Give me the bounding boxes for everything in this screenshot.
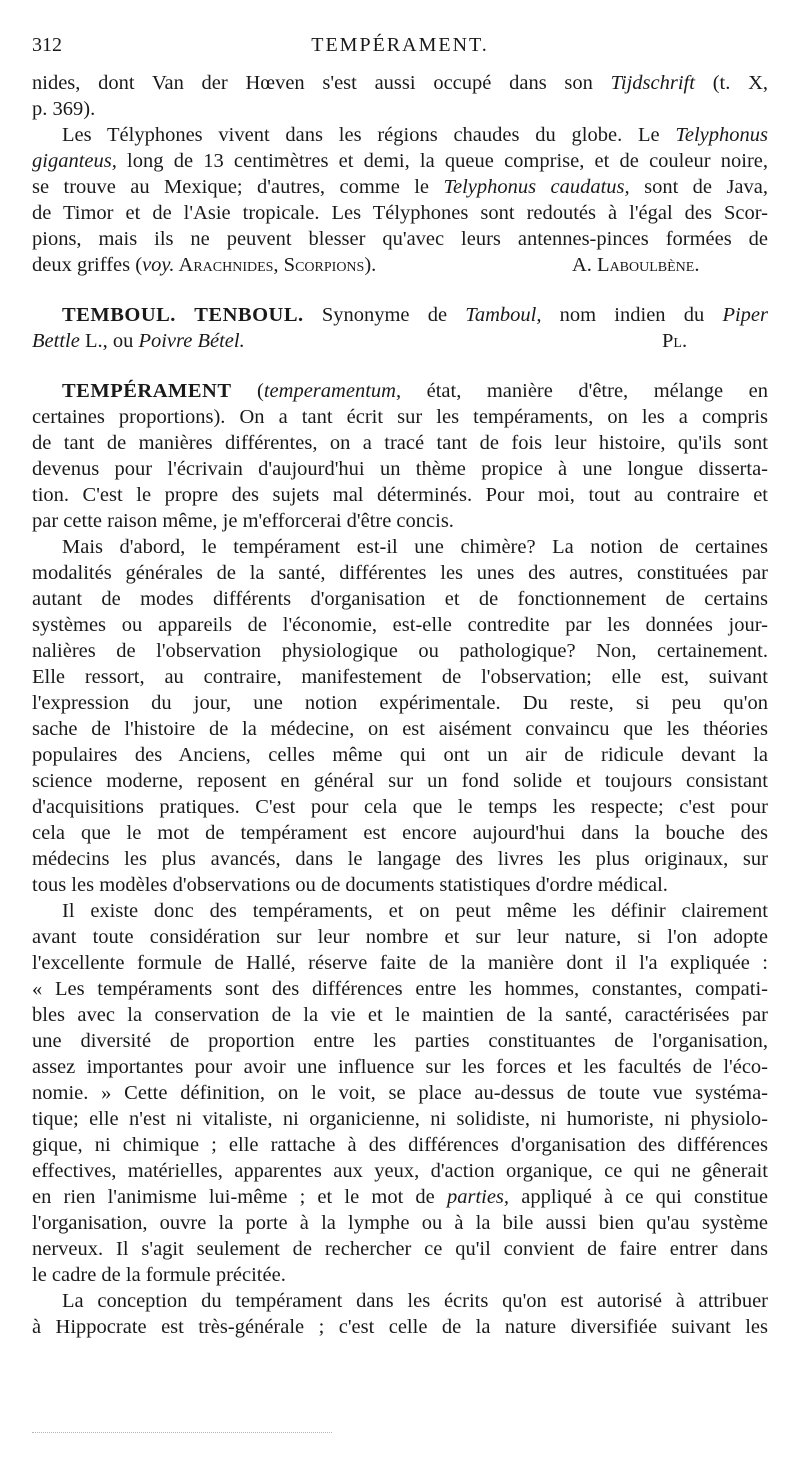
paragraph-line: assez importantes pour avoir une influence sur les forces et les facultés de l'éco-: [32, 1056, 768, 1078]
paragraph-line: La conception du tempérament dans les écrits qu'on est autorisé à attribuer: [62, 1290, 768, 1312]
paragraph-line: science moderne, reposent en général sur un fond solide et toujours consistant: [32, 770, 768, 792]
paragraph-line: nerveux. Il s'agit seulement de rechercher ce qu'il convient de faire entrer dans: [32, 1238, 768, 1260]
paragraph-line: pions, mais ils ne peuvent blesser qu'avec leurs antennes-pinces formées de: [32, 228, 768, 250]
page-header: [32, 32, 768, 58]
paragraph-line: certaines proportions). On a tant écrit sur les tempéraments, on les a compris: [32, 406, 768, 428]
entry-headword: TEMBOUL. TENBOUL.: [62, 304, 304, 326]
footer-rule: [32, 1432, 332, 1441]
page-number: 312: [32, 34, 62, 56]
paragraph-line: systèmes ou appareils de l'économie, est-elle contredite par les données jour-: [32, 614, 768, 636]
paragraph-line: médecins les plus avancés, dans le langage des livres les plus originaux, sur: [32, 848, 768, 870]
paragraph-line: nalières de l'observation physiologique ou pathologique? Non, certainement.: [32, 640, 768, 662]
paragraph-line: se trouve au Mexique; d'autres, comme le Telyphonus caudatus, sont de Java,: [32, 176, 768, 198]
paragraph-line: de tant de manières différentes, on a tracé tant de fois leur histoire, qu'ils sont: [32, 432, 768, 454]
author-signature: Pl.: [662, 330, 688, 352]
paragraph-line: tique; elle n'est ni vitaliste, ni organicienne, ni solidiste, ni humoriste, ni physiolo-: [32, 1108, 768, 1130]
paragraph-line: l'excellente formule de Hallé, réserve faite de la manière dont il l'a expliquée :: [32, 952, 768, 974]
paragraph-line: Bettle L., ou Poivre Bétel. Pl.: [32, 330, 688, 352]
paragraph-line: Il existe donc des tempéraments, et on peut même les définir clairement: [62, 900, 768, 922]
paragraph-line: deux griffes (voy. Arachnides, Scorpions). A. Laboulbène.: [32, 254, 700, 276]
paragraph-line: Les Télyphones vivent dans les régions chaudes du globe. Le Telyphonus: [62, 124, 768, 146]
paragraph-line: par cette raison même, je m'efforcerai d'être concis.: [32, 510, 454, 532]
paragraph-line: bles avec la conservation de la vie et le maintien de la santé, caractérisées par: [32, 1004, 768, 1026]
paragraph-line: modalités générales de la santé, différentes les unes des autres, constituées par: [32, 562, 768, 584]
entry-temboul: TEMBOUL. TENBOUL. Synonyme de Tamboul, nom indien du Piper: [62, 304, 768, 326]
entry-headword: TEMPÉRAMENT: [62, 380, 232, 402]
paragraph-line: cela que le mot de tempérament est encore aujourd'hui dans la bouche des: [32, 822, 768, 844]
paragraph-line: l'expression du jour, une notion expérimentale. Du reste, si peu qu'on: [32, 692, 768, 714]
paragraph-line: gique, ni chimique ; elle rattache à des différences d'organisation des différences: [32, 1134, 768, 1156]
paragraph-line: nides, dont Van der Hœven s'est aussi occupé dans son Tijdschrift (t. X,: [32, 72, 768, 94]
paragraph-line: de Timor et de l'Asie tropicale. Les Télyphones sont redoutés à l'égal des Scor-: [32, 202, 768, 224]
paragraph-line: Elle ressort, au contraire, manifestement de l'observation; elle est, suivant: [32, 666, 768, 688]
paragraph-line: en rien l'animisme lui-même ; et le mot de parties, appliqué à ce qui constitue: [32, 1186, 768, 1208]
paragraph-line: effectives, matérielles, apparentes aux yeux, d'action organique, ce qui ne gênerait: [32, 1160, 768, 1182]
paragraph-line: devenus pour l'écrivain d'aujourd'hui un thème propice à une longue disserta-: [32, 458, 768, 480]
paragraph-line: sache de l'histoire de la médecine, on est aisément convaincu que les théories: [32, 718, 768, 740]
entry-temperament: TEMPÉRAMENT (temperamentum, état, manière d'être, mélange en: [62, 380, 768, 402]
paragraph-line: le cadre de la formule précitée.: [32, 1264, 286, 1286]
paragraph-line: tion. C'est le propre des sujets mal déterminés. Pour moi, tout au contraire et: [32, 484, 768, 506]
paragraph-line: avant toute considération sur leur nombre et sur leur nature, si l'on adopte: [32, 926, 768, 948]
paragraph-line: populaires des Anciens, celles même qui ont un air de ridicule devant la: [32, 744, 768, 766]
paragraph-line: tous les modèles d'observations ou de documents statistiques d'ordre médical.: [32, 874, 668, 896]
paragraph-line: autant de modes différents d'organisation et de fonctionnement de certains: [32, 588, 768, 610]
paragraph-line: l'organisation, ouvre la porte à la lymphe ou à la bile aussi bien qu'au système: [32, 1212, 768, 1234]
running-title: TEMPÉRAMENT.: [311, 34, 489, 56]
text-body: [32, 70, 768, 1340]
paragraph-line: une diversité de proportion entre les parties constituantes de l'organisation,: [32, 1030, 768, 1052]
paragraph-line: Mais d'abord, le tempérament est-il une chimère? La notion de certaines: [62, 536, 768, 558]
paragraph-line: p. 369).: [32, 98, 96, 120]
author-signature: A. Laboulbène.: [572, 254, 700, 276]
paragraph-line: giganteus, long de 13 centimètres et demi, la queue comprise, et de couleur noire,: [32, 150, 768, 172]
paragraph-line: « Les tempéraments sont des différences entre les hommes, constantes, compati-: [32, 978, 768, 1000]
paragraph-line: d'acquisitions pratiques. C'est pour cela que le temps les respecte; c'est pour: [32, 796, 768, 818]
paragraph-line: à Hippocrate est très-générale ; c'est celle de la nature diversifiée suivant les: [32, 1316, 768, 1338]
paragraph-line: nomie. » Cette définition, on le voit, se place au-dessus de toute vue systéma-: [32, 1082, 768, 1104]
